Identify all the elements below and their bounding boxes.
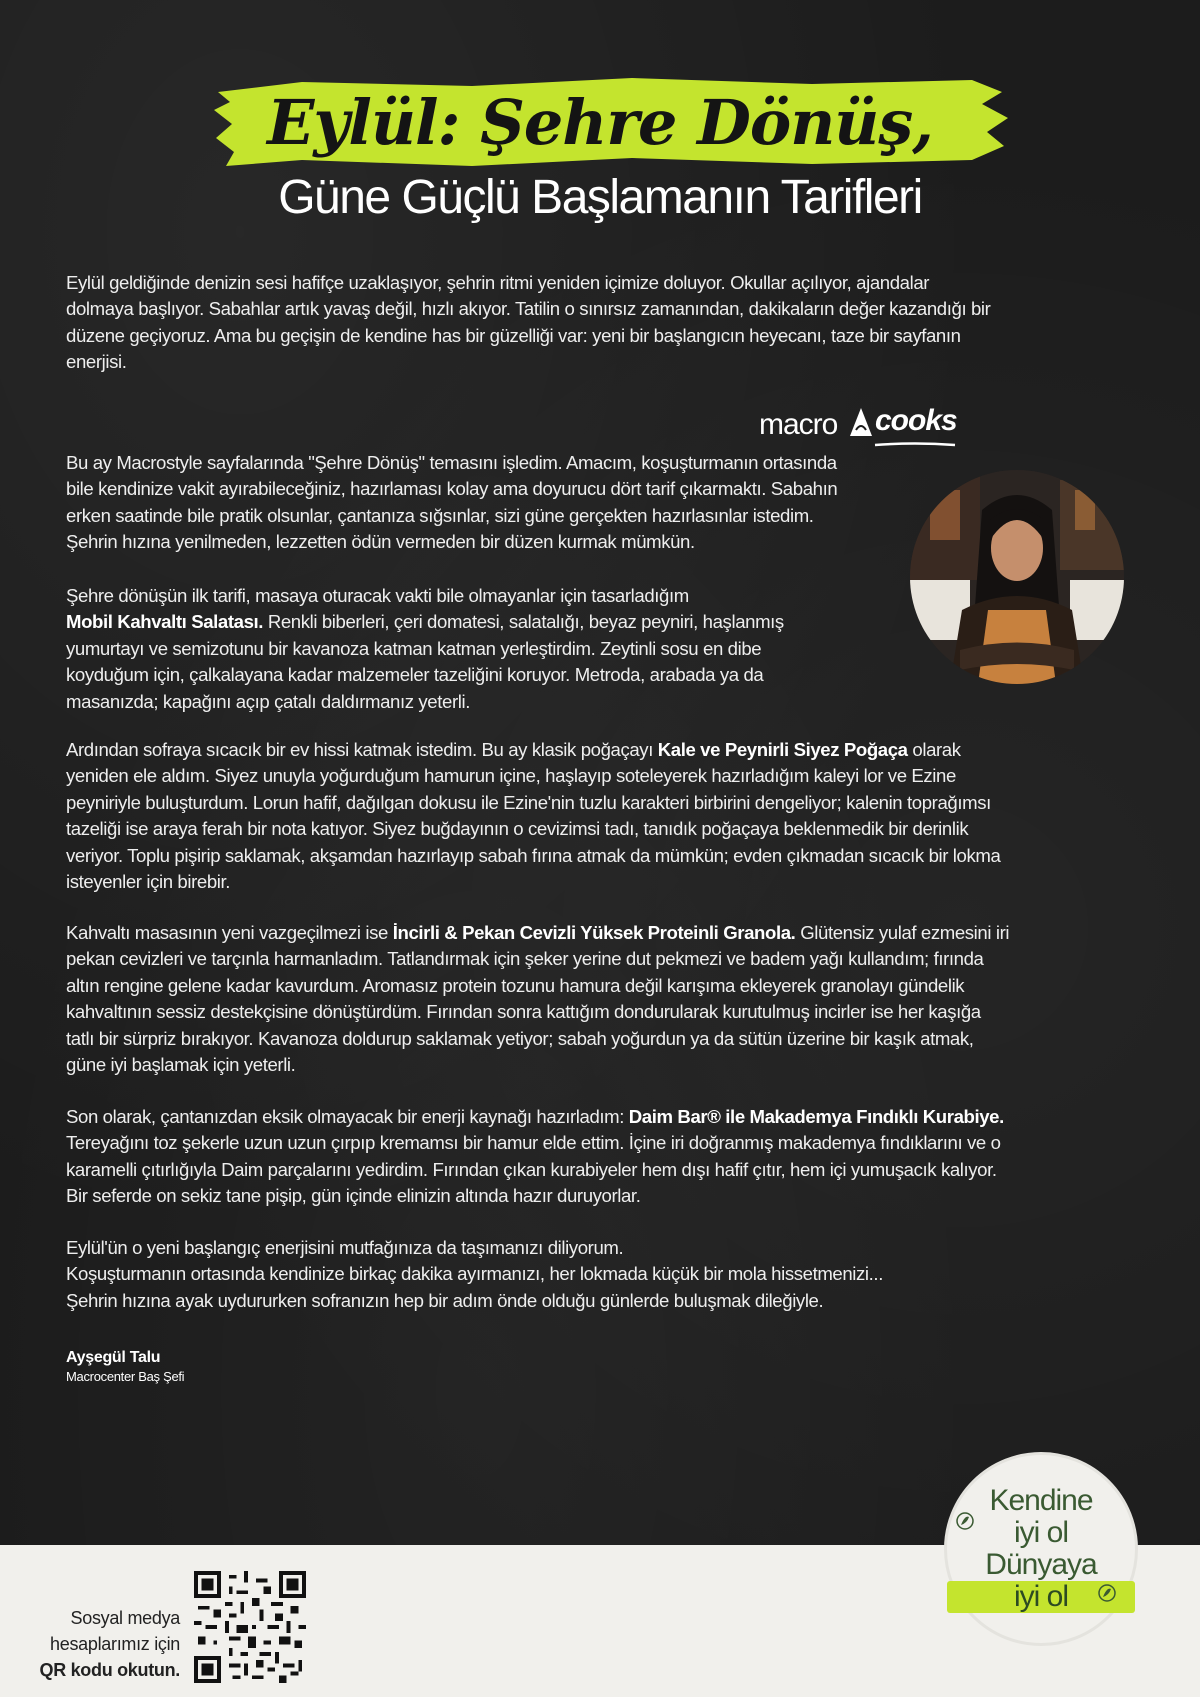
paragraph-cookie: Son olarak, çantanızdan eksik olmayacak bir enerji kaynağı hazırladım: Daim Bar® ile Makademya Fındıklı Kurabiye. Tereyağını toz şekerle uzun uzun çırpıp kremamsı bir hamur elde ettim. İçine iri doğranmış makademya fındıklarını ve o karamelli çıtırlığıyla Daim parçalarını yedirdim. Fırından çıkan kurabiyeler hem dışı hafif çıtır, hem içi yumuşacık kalıyor. Bir seferde on sekiz tane pişip, gün içinde elinizin altında hazır duruyorlar. xyxy=(66,1106,1004,1207)
chef-portrait xyxy=(910,470,1124,684)
qr-instruction: Sosyal medya hesaplarımız için QR kodu okutun. xyxy=(39,1608,180,1680)
recipe-name-salad: Mobil Kahvaltı Salatası. xyxy=(66,611,264,633)
author-name: Ayşegül Talu xyxy=(66,1349,161,1366)
page-title xyxy=(0,70,1200,240)
qr-code-icon[interactable] xyxy=(194,1571,306,1683)
paragraph-salad: Şehre dönüşün ilk tarifi, masaya oturacak vakti bile olmayanlar için tasarladığım Mobil Kahvaltı Salatası. Renkli biberleri, çeri domatesi, salatalığı, beyaz peyniri, haşlanmış yumurtayı ve semizotunu bir kavanoza katman katman yerleştirdim. Zeytinli sosu en dibe koyduğum için, çalkalayana kadar malzemeler tazeliğini koruyor. Metroda, arabada ya da masanızda; kapağını açıp çatalı daldırmanız yeterli. xyxy=(66,585,784,712)
author-title: Macrocenter Baş Şefi xyxy=(66,1369,185,1384)
paragraph-pogaca: Ardından sofraya sıcacık bir ev hissi katmak istedim. Bu ay klasik poğaçayı Kale ve Peynirli Siyez Poğaça olarak yeniden ele aldım. Siyez unuyla yoğurduğum hamurun içine, haşlayıp soteleyerek hazırladığım kaleyi lor ve Ezine peyniriyle buluşturdum. Lorun hafif, dağılgan dokusu ile Ezine'nin tuzlu karakteri birbirini dengeliyor; kalenin toprağımsı tazeliği ise araya ferah bir nota katıyor. Siyez buğdayının o cevizimsi tadı, tanıdık poğaçaya beklenmedik bir derinlik veriyor. Toplu pişirip saklamak, akşamdan hazırlayıp sabah fırına atmak da mümkün; evden çıkmadan sıcacık bir lokma isteyenler için birebir. xyxy=(66,739,1001,893)
intro-paragraph: Eylül geldiğinde denizin sesi hafifçe uzaklaşıyor, şehrin ritmi yeniden içimize doluyor. Okullar açılıyor, ajandalar dolmaya başlıyor. Sabahlar artık yavaş değil, hızlı akıyor. Tatilin o sınırsız zamanından, dakikaların değer kazandığı bir düzene geçiyoruz. Ama bu geçişin de kendine has bir güzelliği var: yeni bir başlangıcın heyecanı, taze bir sayfanın enerjisi. xyxy=(66,272,991,373)
recipe-name-cookie: Daim Bar® ile Makademya Fındıklı Kurabiye. xyxy=(628,1106,1004,1127)
logo-underline xyxy=(873,442,957,448)
paragraph-theme: Bu ay Macrostyle sayfalarında "Şehre Dönüş" temasını işledim. Amacım, koşuşturmanın ortasında bile kendinize vakit ayırabileceğiniz, hazırlaması kolay ama doyurucu dört tarif çıkarmaktı. Sabahın erken saatinde bile pratik olsunlar, çantanıza sığsınlar, sizi güne gerçekten hazırlasınlar istedim. Şehrin hızına yenilmeden, lezzetten ödün vermeden bir düzen kurmak mümkün. xyxy=(66,452,838,553)
signature xyxy=(66,1349,184,1384)
paragraph-granola: Kahvaltı masasının yeni vazgeçilmezi ise İncirli & Pekan Cevizli Yüksek Proteinli Granola. Glütensiz yulaf ezmesini iri pekan cevizleri ve tarçınla harmanladım. Tatlandırmak için şeker yerine dut pekmezi ve badem yağı kullandım; fırında altın rengine gelene kadar kavurdum. Aromasız protein tozunu hamura değil karışıma ekleyerek granolayı gündelik kahvaltının sessiz destekçisine dönüştürdüm. Fırından sonra kattığım dondurularak kurutulmuş incirler ise her kaşığa tatlı bir sürpriz bırakıyor. Kavanoza doldurup saklamak yetiyor; sabah yoğurdun ya da sütün üzerine bir kaşık atmak, güne iyi başlamak için yeterli. xyxy=(66,922,1010,1076)
title-line-2: Güne Güçlü Başlamanın Tarifleri xyxy=(278,171,922,224)
leaf-icon xyxy=(955,1511,975,1531)
recipe-name-granola: İncirli & Pekan Cevizli Yüksek Proteinli Granola. xyxy=(392,922,796,943)
kendine-iyi-ol-badge: Kendine iyi ol Dünyaya iyi ol xyxy=(944,1452,1138,1646)
chef-hat-icon xyxy=(848,406,874,442)
macrocooks-logo: macro cooks xyxy=(755,402,965,448)
leaf-icon xyxy=(1097,1583,1117,1603)
title-line-1: Eylül: Şehre Dönüş, xyxy=(267,86,933,159)
paragraph-closing: Eylül'ün o yeni başlangıç enerjisini mutfağınıza da taşımanızı diliyorum. Koşuşturmanın ortasında kendinize birkaç dakika ayırmanızı, her lokmada küçük bir mola hissetmenizi... Şehrin hızına ayak uydururken sofranızın hep bir adım önde olduğu günlerde buluşmak dileğiyle. xyxy=(66,1237,883,1311)
recipe-name-pogaca: Kale ve Peynirli Siyez Poğaça xyxy=(657,739,908,760)
